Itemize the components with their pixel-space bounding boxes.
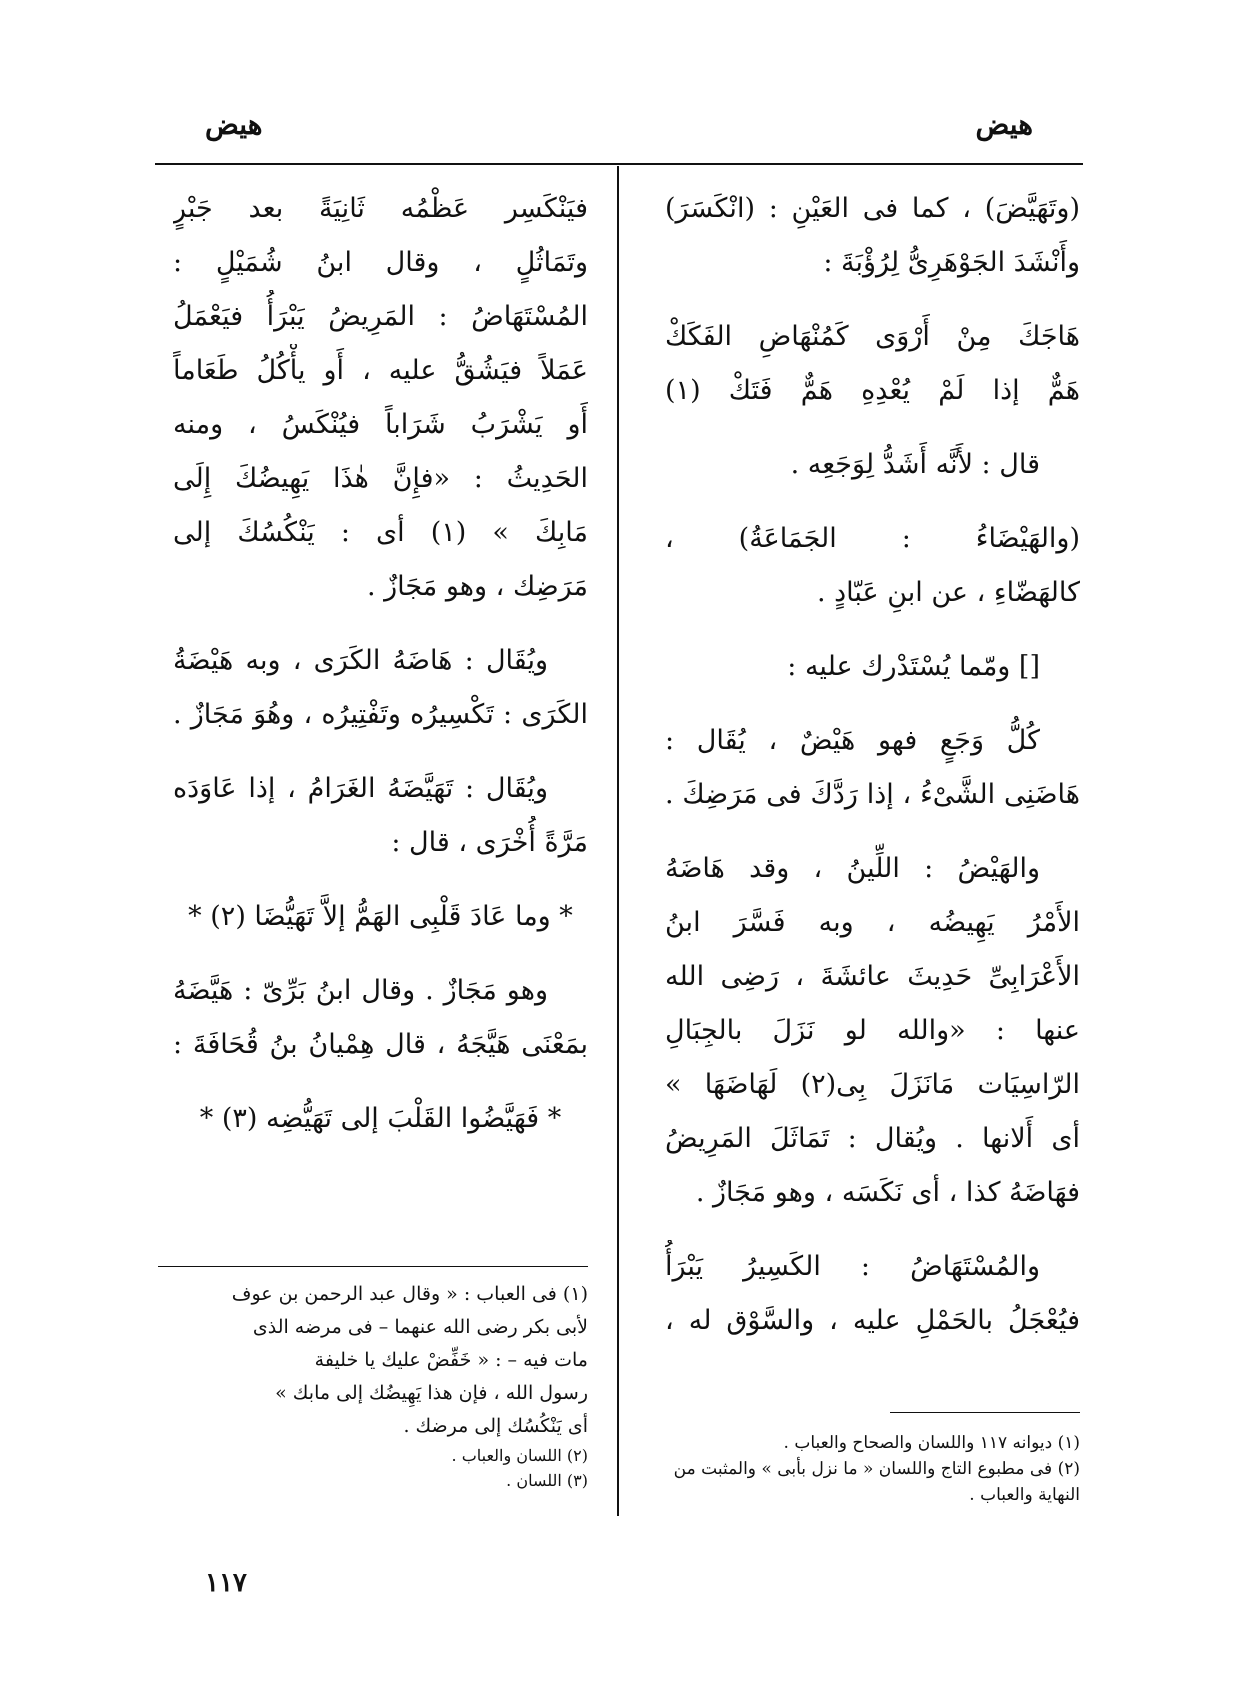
footnote-continuation: أى يَنْكُسُك إلى مرضك .	[403, 1415, 588, 1437]
paragraph-mustadrak	[665, 640, 1080, 694]
text-line: ويُقَال : تَهَيَّضَهُ الغَرَامُ ، إذا عَاوَدَه	[173, 773, 548, 804]
text-line: وأَنْشَدَ الجَوْهَرِىُّ لِرُؤْبَةَ :	[823, 247, 1080, 278]
text-line: هَاضَنِى الشَّىْءُ ، إذا رَدَّكَ فى مَرَضِكَ .	[665, 779, 1080, 810]
paragraph-hayd-lin	[665, 842, 1080, 1220]
text-line: (والهَيْضَاءُ : الجَمَاعَةُ) ،	[665, 523, 1080, 554]
text-line: عَمَلاً فيَشُقُّ عليه ، أَو يأْكُلُ طَعَاماً	[173, 355, 588, 386]
footnote: (٢) فى مطبوع التاج واللسان « ما نزل بأبى » والمثبت من	[673, 1459, 1080, 1479]
footnote-rule-right	[890, 1412, 1080, 1413]
verse-block	[173, 1092, 588, 1146]
footnote: (٢) اللسان والعباب .	[451, 1446, 588, 1465]
footnote-rule-left	[158, 1266, 588, 1267]
text-line: كُلُّ وَجَعٍ فهو هَيْضٌ ، يُقَال :	[665, 725, 1040, 756]
paragraph-qal	[665, 438, 1080, 492]
text-line: الحَدِيثُ : «فإِنَّ هٰذَا يَهِيضُكَ إِلَى	[173, 463, 588, 494]
text-line: الأَمْرُ يَهِيضُه ، وبه فَسَّرَ ابنُ	[665, 907, 1080, 938]
paragraph-kara	[173, 634, 588, 742]
verse-line: * فَهَيَّضُوا القَلْبَ إلى تَهَيُّضِه (٣) *	[199, 1103, 562, 1134]
footnote-continuation: رسول الله ، فإن هذا يَهِيضُك إلى مابك »	[275, 1382, 588, 1404]
running-header-right: هيض	[975, 108, 1033, 141]
footnote-continuation: لأبى بكر رضى الله عنهما – فى مرضه الذى	[252, 1316, 588, 1338]
verse-line: هَاجَكَ مِنْ أَرْوَى كَمُنْهَاضِ الفَكَكْ	[665, 321, 1080, 352]
footnote: (٣) اللسان .	[506, 1471, 588, 1490]
text-line: بمَعْنَى هَيَّجَهُ ، قال هِمْيانُ بنُ قُحَافَةَ :	[173, 1029, 588, 1060]
text-line: (وتَهَيَّضَ) ، كما فى العَيْنِ : (انْكَسَرَ)	[665, 193, 1080, 224]
text-line: ويُقَال : هَاضَهُ الكَرَى ، وبه هَيْضَةُ	[173, 645, 548, 676]
text-line: والمُسْتَهَاضُ : الكَسِيرُ يَبْرَأُ	[665, 1251, 1040, 1282]
paragraph-gharam	[173, 762, 588, 870]
paragraph-ibn-barri	[173, 964, 588, 1072]
footnote: (١) فى العباب : « وقال عبد الرحمن بن عوف	[231, 1283, 588, 1305]
text-line: الأَعْرَابِىِّ حَدِيثَ عائشَةَ ، رَضِى الله	[665, 961, 1080, 992]
page-number: ١١٧	[205, 1568, 247, 1598]
column-divider	[617, 166, 619, 1516]
text-line: وتَمَاثُلٍ ، وقال ابنُ شُمَيْلٍ :	[173, 247, 588, 278]
text-line: عنها : «والله لو نَزَلَ بالجِبَالِ	[665, 1015, 1080, 1046]
header-rule	[155, 163, 1083, 165]
running-header-left: هيض	[205, 108, 263, 141]
verse-line: هَمٌّ إذا لَمْ يُعْدِهِ هَمٌّ فَتَكْ (١)	[665, 375, 1080, 406]
footnotes-right	[650, 1430, 1080, 1508]
text-line: مَرَّةً أُخْرَى ، قال :	[391, 827, 588, 858]
text-line: مَرَضِك ، وهو مَجَازٌ .	[366, 571, 588, 602]
text-line: أَو يَشْرَبُ شَرَاباً فيُنْكَسُ ، ومنه	[173, 409, 588, 440]
verse-block	[173, 890, 588, 944]
footnote-continuation: النهاية والعباب .	[969, 1485, 1080, 1505]
verse-block	[665, 310, 1080, 418]
paragraph-hayda	[665, 512, 1080, 620]
paragraph-wajaa	[665, 714, 1080, 822]
text-line: الرّاسِيَات مَانَزَلَ بِى(٢) لَهَاضَهَا »	[665, 1069, 1080, 1100]
text-line: فيُعْجَلُ بالحَمْلِ عليه ، والسَّوْق له ،	[665, 1305, 1080, 1336]
paragraph-tahayyada	[665, 182, 1080, 290]
text-line: والهَيْضُ : اللِّينُ ، وقد هَاضَهُ	[665, 853, 1040, 884]
right-column	[665, 182, 1080, 1368]
footnotes-left	[158, 1278, 588, 1493]
text-line: الكَرَى : تَكْسِيرُه وتَفْتِيرُه ، وهُوَ مَجَازٌ .	[173, 699, 588, 730]
text-line: قال : لأَنَّه أَشَدُّ لِوَجَعِه .	[790, 449, 1040, 480]
footnote-continuation: مات فيه – : « خَفِّضْ عليك يا خليفة	[314, 1349, 588, 1371]
text-line: فهَاضَهُ كذا ، أى نَكَسَه ، وهو مَجَازٌ .	[695, 1177, 1080, 1208]
text-line: المُسْتَهَاضُ : المَرِيضُ يَبْرَأُ فيَعْمَلُ	[173, 301, 588, 332]
paragraph-yankasir	[173, 182, 588, 614]
text-line: وهو مَجَازٌ . وقال ابنُ بَرِّىّ : هَيَّضَهُ	[173, 975, 548, 1006]
footnote: (١) ديوانه ١١٧ واللسان والصحاح والعباب .	[783, 1433, 1080, 1453]
text-line: [] ومّما يُسْتَدْرك عليه :	[787, 651, 1040, 682]
text-line: فيَنْكَسِر عَظْمُه ثَانِيَةً بعد جَبْرٍ	[173, 193, 588, 224]
paragraph-mustahad	[665, 1240, 1080, 1348]
text-line: مَابِكَ » (١) أى : يَنْكُسُكَ إلى	[173, 517, 588, 548]
text-line: أى أَلانها . ويُقال : تَمَاثَلَ المَرِيضُ	[665, 1123, 1080, 1154]
left-column	[173, 182, 588, 1166]
text-line: كالهَضّاءِ ، عن ابنِ عَبّادٍ .	[816, 577, 1080, 608]
verse-line: * وما عَادَ قَلْبِى الهَمُّ إلاَّ تَهَيُّضَا (٢) *	[188, 901, 573, 932]
